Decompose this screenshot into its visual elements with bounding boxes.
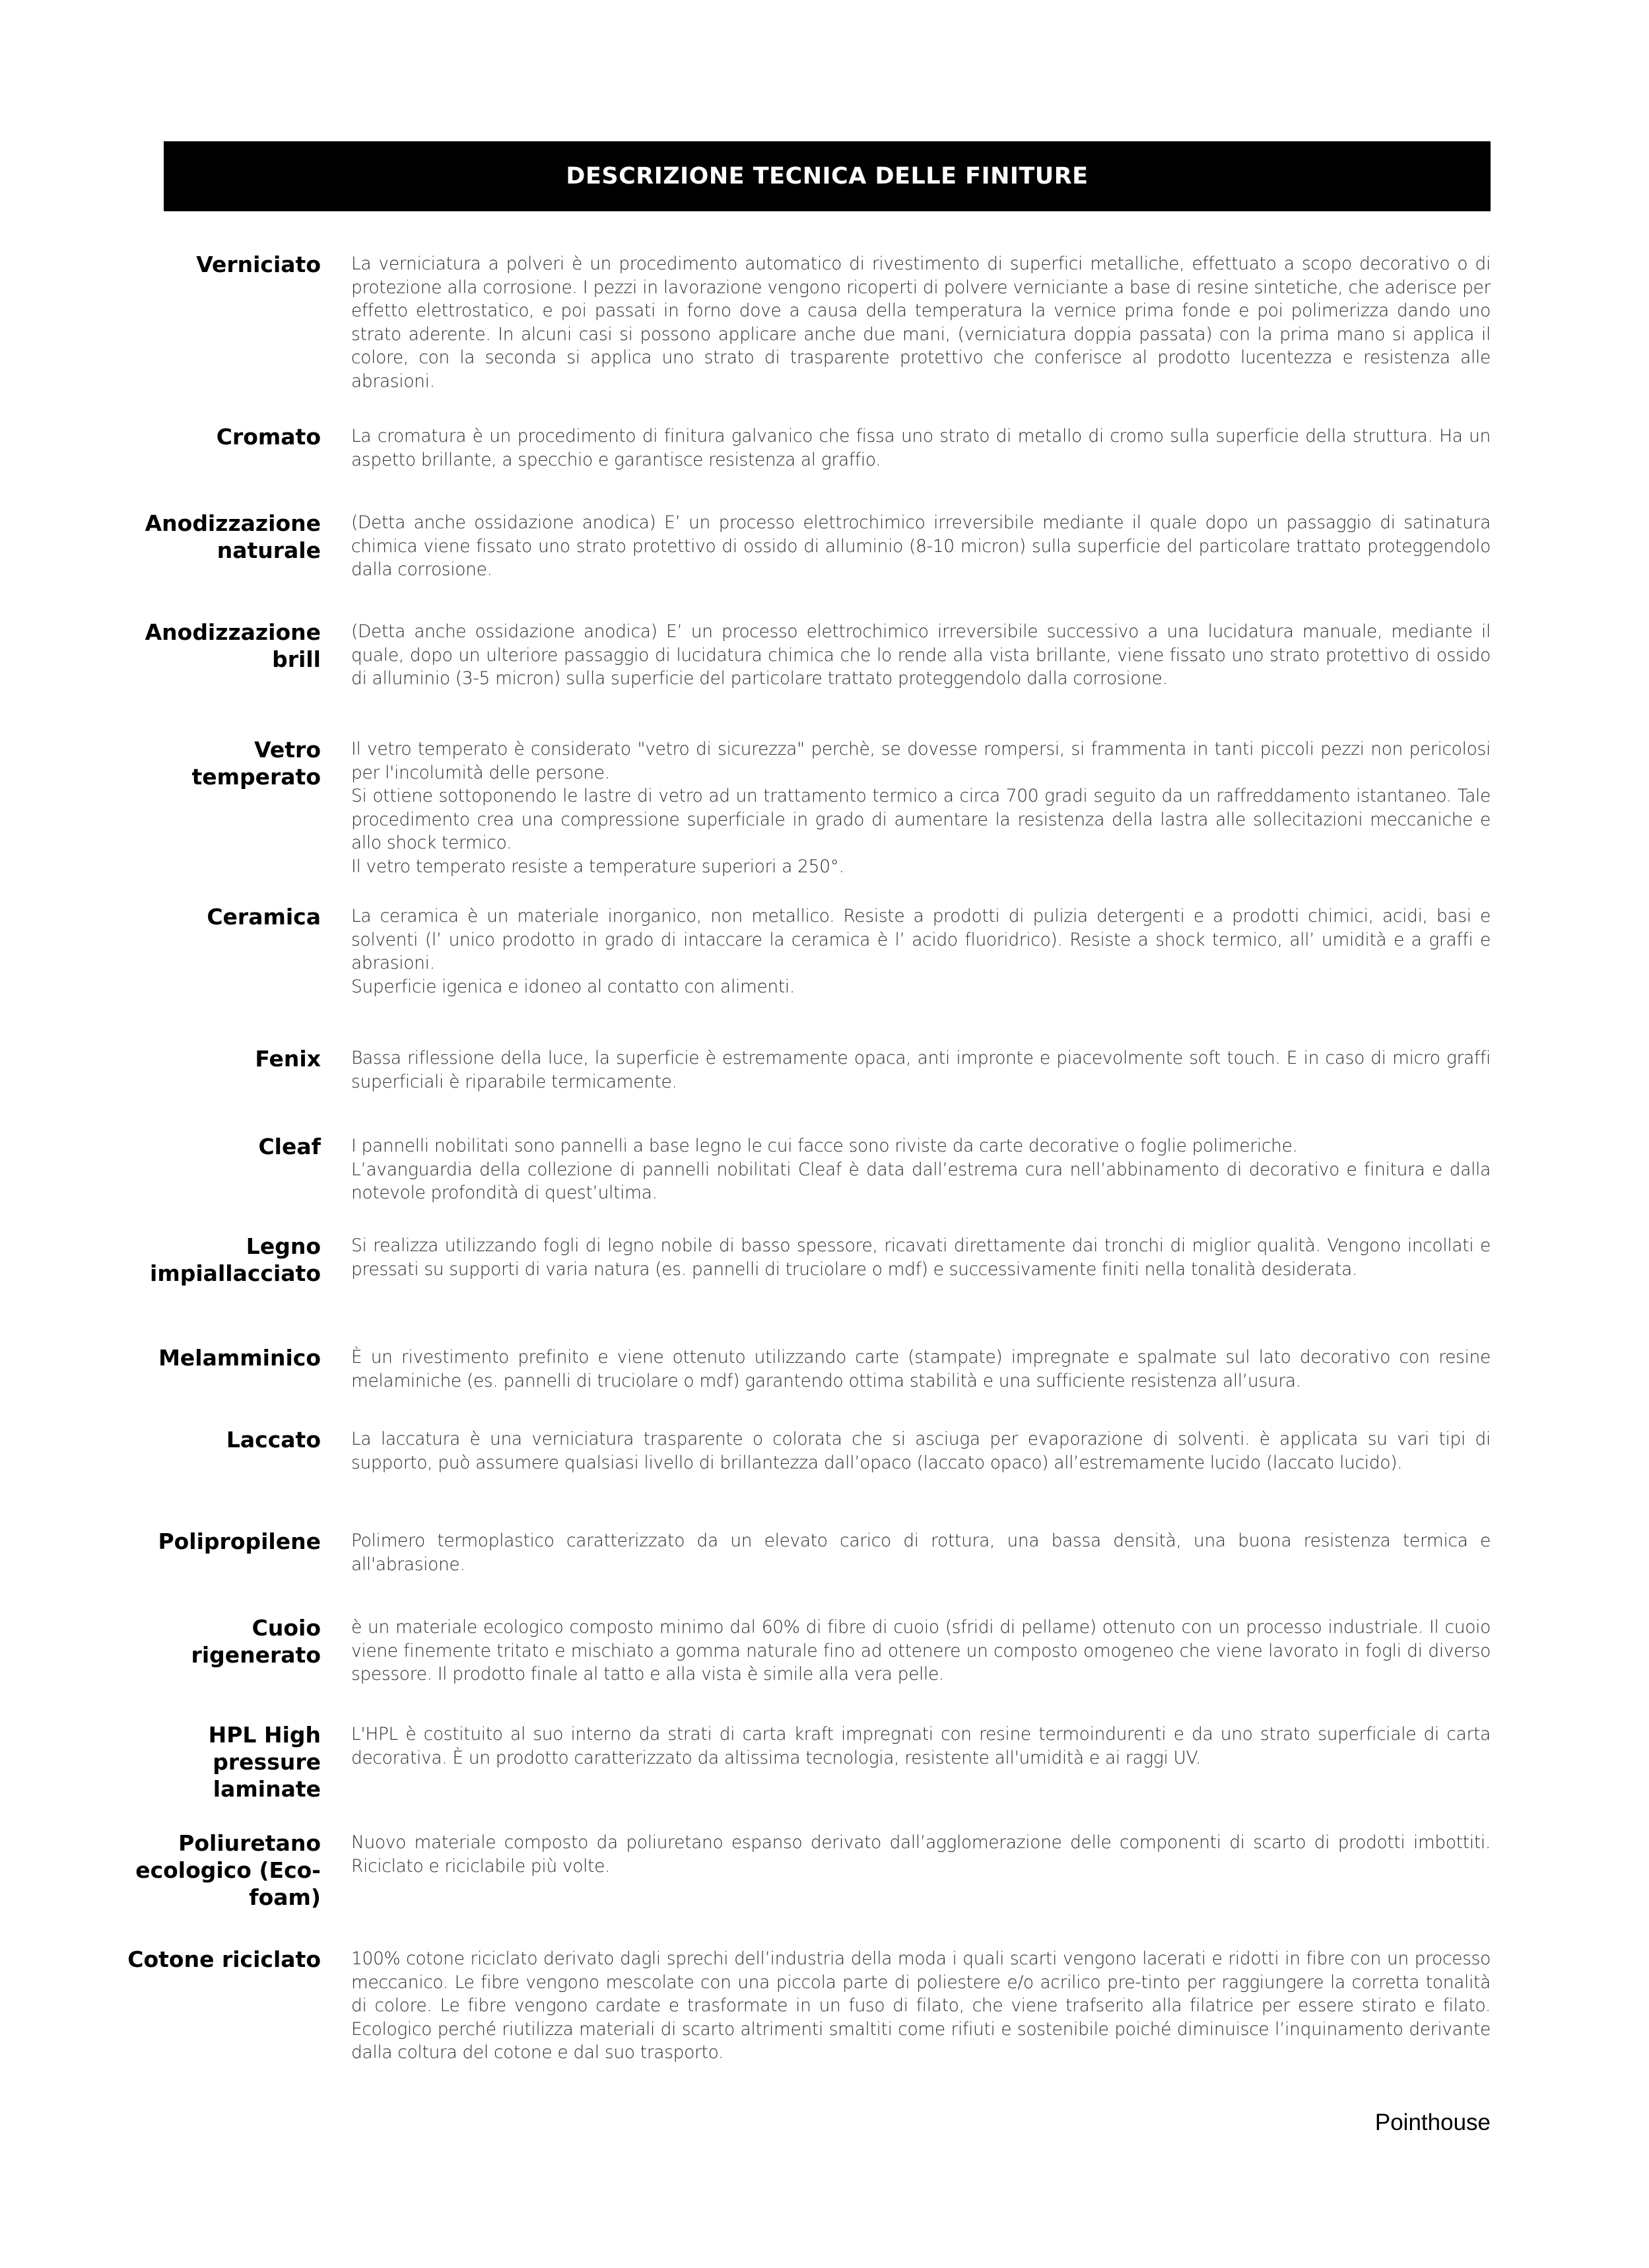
finish-term: Poliuretano ecologico (Eco-foam): [135, 1830, 321, 1910]
description-paragraph: Superficie igenica e idoneo al contatto con alimenti.: [351, 976, 795, 997]
finish-description: [351, 1831, 1491, 1878]
finish-description: [351, 905, 1491, 998]
description-paragraph: Il vetro temperato resiste a temperature superiori a 250°.: [351, 856, 844, 877]
page-title: DESCRIZIONE TECNICA DELLE FINITURE: [566, 163, 1089, 189]
finish-term: Laccato: [226, 1427, 321, 1453]
finish-term: Legno impiallacciato: [150, 1233, 321, 1286]
finish-term: Cuoio rigenerato: [191, 1615, 321, 1668]
description-paragraph: è un materiale ecologico composto minimo dal 60% di fibre di cuoio (sfridi di pellame) ottenuto con un processo industriale. Il cuoio viene finemente tritato e mischiato a gomma naturale fino ad ottenere un composto omogeneo che viene lavorato in fogli di diverso spessore. Il prodotto finale al tatto e alla vista è simile alla vera pelle.: [351, 1617, 1491, 1684]
finish-description: [351, 1234, 1491, 1281]
description-paragraph: L’avanguardia della collezione di pannelli nobilitati Cleaf è data dall’estrema cura nell’abbinamento di decorativo e finitura e dalla notevole profondità di quest’ultima.: [351, 1159, 1491, 1203]
description-paragraph: La verniciatura a polveri è un procedimento automatico di rivestimento di superfici metalliche, effettuato a scopo decorativo o di protezione alla corrosione. I pezzi in lavorazione vengono ricoperti di polvere verniciante a base di resine sintetiche, che aderisce per effetto elettrostatico, e poi passati in forno dove a causa della temperatura la vernice prima fonde e poi polimerizza dando uno strato aderente. In alcuni casi si possono applicare anche due mani, (verniciatura doppia passata) con la prima mano si applica il colore, con la seconda si applica uno strato di trasparente protettivo che conferisce al prodotto lucentezza e resistenza alle abrasioni.: [351, 254, 1491, 392]
finish-description: [351, 511, 1491, 582]
description-paragraph: L'HPL è costituito al suo interno da strati di carta kraft impregnati con resine termoindurenti e da uno strato superficiale di carta decorativa. È un prodotto caratterizzato da altissima tecnologia, resistente all'umidità e ai raggi UV.: [351, 1724, 1491, 1768]
description-paragraph: I pannelli nobilitati sono pannelli a base legno le cui facce sono riviste da carte decorative o foglie polimeriche.: [351, 1136, 1298, 1156]
footer-brand: Pointhouse: [1374, 2110, 1491, 2135]
description-paragraph: Si realizza utilizzando fogli di legno nobile di basso spessore, ricavati direttamente dai tronchi di miglior qualità. Vengono incollati e pressati su supporti di varia natura (es. pannelli di truciolare o mdf) e successivamente finiti nella tonalità desiderata.: [351, 1235, 1491, 1280]
description-paragraph: 100% cotone riciclato derivato dagli sprechi dell’industria della moda i quali scarti vengono lacerati e ridotti in fibre con un processo meccanico. Le fibre vengono mescolate con una piccola parte di poliestere e/o acrilico pre-tinto per raggiungere la corretta tonalità di colore. Le fibre vengono cardate e trasformate in un fuso di filato, che viene trafserito alla filatrice per essere stirato e filato. Ecologico perché riutilizza materiali di scarto altrimenti smaltiti come rifiuti e sostenibile poiché diminuisce l’inquinamento derivante dalla coltura del cotone e dal suo trasporto.: [351, 1948, 1491, 2063]
description-paragraph: (Detta anche ossidazione anodica) E’ un processo elettrochimico irreversibile mediante il quale dopo un passaggio di satinatura chimica viene fissato uno strato protettivo di ossido di alluminio (8-10 micron) sulla superficie del particolare trattato proteggendolo dalla corrosione.: [351, 512, 1491, 580]
finish-term: Cromato: [216, 424, 321, 450]
finish-description: [351, 1346, 1491, 1392]
description-paragraph: Si ottiene sottoponendo le lastre di vetro ad un trattamento termico a circa 700 gradi seguito da un raffreddamento istantaneo. Tale procedimento crea una compressione superficiale in grado di aumentare la resistenza della lastra alle sollecitazioni meccaniche e allo shock termico.: [351, 786, 1491, 853]
description-paragraph: (Detta anche ossidazione anodica) E’ un processo elettrochimico irreversibile successivo a una lucidatura manuale, mediante il quale, dopo un ulteriore passaggio di lucidatura chimica che lo rende alla vista brillante, viene fissato uno strato protettivo di ossido di alluminio (3-5 micron) sulla superficie del particolare trattato proteggendolo dalla corrosione.: [351, 621, 1491, 689]
finish-term: Anodizzazione naturale: [145, 510, 321, 563]
finish-description: [351, 1723, 1491, 1770]
description-paragraph: Polimero termoplastico caratterizzato da un elevato carico di rottura, una bassa densità, una buona resistenza termica e all'abrasione.: [351, 1530, 1491, 1575]
description-paragraph: La cromatura è un procedimento di finitura galvanico che fissa uno strato di metallo di cromo sulla superficie della struttura. Ha un aspetto brillante, a specchio e garantisce resistenza al graffio.: [351, 426, 1491, 470]
finish-term: Cleaf: [258, 1134, 321, 1159]
finish-term: Anodizzazione brill: [145, 619, 321, 672]
finish-term: HPL High pressure laminate: [208, 1722, 321, 1802]
finish-description: [351, 425, 1491, 471]
finish-description: [351, 620, 1491, 691]
description-paragraph: Il vetro temperato è considerato "vetro di sicurezza" perchè, se dovesse rompersi, si frammenta in tanti piccoli pezzi non pericolosi per l'incolumità delle persone.: [351, 739, 1491, 783]
page-title-bar: [164, 141, 1491, 211]
finish-description: [351, 1047, 1491, 1093]
finish-description: [351, 738, 1491, 878]
finish-term: Melamminico: [158, 1345, 321, 1371]
description-paragraph: È un rivestimento prefinito e viene ottenuto utilizzando carte (stampate) impregnate e spalmate sul lato decorativo con resine melaminiche (es. pannelli di truciolare o mdf) garantendo ottima stabilità e una sufficiente resistenza all’usura.: [351, 1347, 1491, 1391]
finish-term: Verniciato: [196, 252, 321, 277]
description-paragraph: La ceramica è un materiale inorganico, non metallico. Resiste a prodotti di pulizia detergenti e a prodotti chimici, acidi, basi e solventi (l’ unico prodotto in grado di intaccare la ceramica è l’ acido fluoridrico). Resiste a shock termico, all’ umidità e a graffi e abrasioni.: [351, 906, 1491, 973]
finish-term: Fenix: [255, 1046, 321, 1072]
description-paragraph: La laccatura è una verniciatura trasparente o colorata che si asciuga per evaporazione di solventi. è applicata su vari tipi di supporto, può assumere qualsiasi livello di brillantezza dall’opaco (laccato opaco) all’estremamente lucido (laccato lucido).: [351, 1429, 1491, 1473]
description-paragraph: Bassa riflessione della luce, la superficie è estremamente opaca, anti impronte e piacevolmente soft touch. E in caso di micro graffi superficiali è riparabile termicamente.: [351, 1048, 1491, 1092]
finish-description: [351, 1427, 1491, 1474]
description-paragraph: Nuovo materiale composto da poliuretano espanso derivato dall’agglomerazione delle componenti di scarto di prodotti imbottiti. Riciclato e riciclabile più volte.: [351, 1832, 1491, 1876]
finish-term: Cotone riciclato: [127, 1946, 321, 1972]
finish-description: [351, 1529, 1491, 1576]
finish-description: [351, 1947, 1491, 2065]
finish-description: [351, 1616, 1491, 1686]
finish-description: [351, 252, 1491, 393]
finish-term: Polipropilene: [158, 1529, 321, 1554]
finish-term: Vetro temperato: [191, 737, 321, 790]
finish-term: Ceramica: [207, 904, 321, 930]
finish-description: [351, 1134, 1491, 1205]
